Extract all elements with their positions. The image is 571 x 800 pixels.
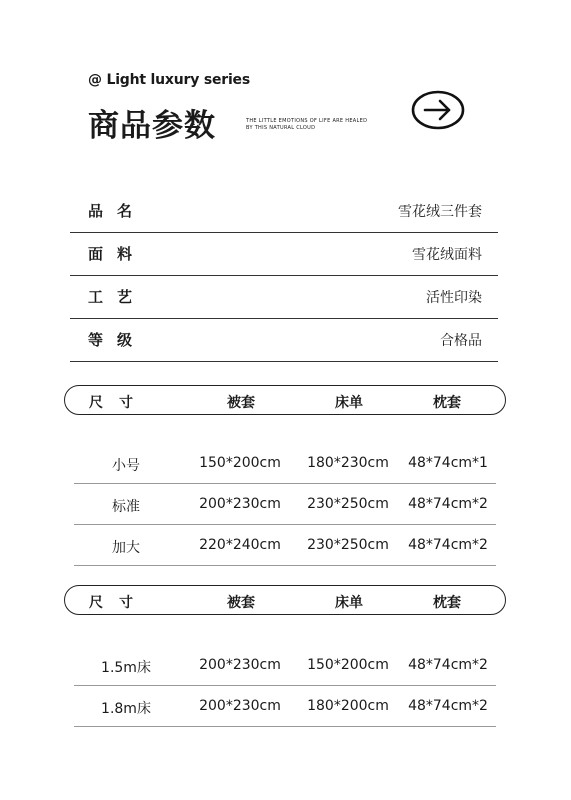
cell-pillowcase: 48*74cm*1 xyxy=(408,455,488,471)
param-value: 合格品 xyxy=(440,333,482,349)
param-row xyxy=(70,319,498,362)
cell-pillowcase: 48*74cm*2 xyxy=(408,698,488,714)
param-label: 品名 xyxy=(88,202,147,220)
header-pillowcase: 枕套 xyxy=(433,395,461,411)
tagline xyxy=(246,118,367,132)
product-params xyxy=(70,190,498,362)
size-table-1 xyxy=(64,385,506,566)
param-label: 等级 xyxy=(88,331,147,349)
cell-pillowcase: 48*74cm*2 xyxy=(408,496,488,512)
cell-sheet: 180*230cm xyxy=(307,455,389,471)
cell-duvet: 200*230cm xyxy=(199,496,281,512)
size-table-header xyxy=(64,585,506,615)
param-row xyxy=(70,190,498,233)
param-row xyxy=(70,233,498,276)
header-pillowcase: 枕套 xyxy=(433,595,461,611)
cell-size: 1.5m床 xyxy=(101,660,151,676)
header-size: 尺寸 xyxy=(89,595,149,611)
series-label: @ Light luxury series xyxy=(88,72,250,88)
header-sheet: 床单 xyxy=(335,395,363,411)
cell-duvet: 200*230cm xyxy=(199,698,281,714)
param-label: 面料 xyxy=(88,245,147,263)
cell-sheet: 230*250cm xyxy=(307,496,389,512)
table-row xyxy=(74,686,496,727)
header-size: 尺寸 xyxy=(89,395,149,411)
header-duvet: 被套 xyxy=(227,395,255,411)
param-value: 活性印染 xyxy=(426,290,482,306)
header-sheet: 床单 xyxy=(335,595,363,611)
param-label: 工艺 xyxy=(88,288,147,306)
header-duvet: 被套 xyxy=(227,595,255,611)
cell-duvet: 220*240cm xyxy=(199,537,281,553)
param-value: 雪花绒面料 xyxy=(412,247,482,263)
cell-sheet: 180*200cm xyxy=(307,698,389,714)
cell-size: 1.8m床 xyxy=(101,701,151,717)
table-row xyxy=(74,525,496,566)
cell-sheet: 150*200cm xyxy=(307,657,389,673)
cell-pillowcase: 48*74cm*2 xyxy=(408,657,488,673)
page-title: 商品参数 xyxy=(88,108,216,144)
cell-pillowcase: 48*74cm*2 xyxy=(408,537,488,553)
cell-size: 小号 xyxy=(112,458,140,474)
table-row xyxy=(74,645,496,686)
table-row xyxy=(74,443,496,484)
cell-duvet: 200*230cm xyxy=(199,657,281,673)
param-value: 雪花绒三件套 xyxy=(398,204,482,220)
tagline-line-1: THE LITTLE EMOTIONS OF LIFE ARE HEALED xyxy=(246,118,368,124)
tagline-line-2: BY THIS NATURAL CLOUD xyxy=(246,125,316,131)
cell-duvet: 150*200cm xyxy=(199,455,281,471)
size-table-header xyxy=(64,385,506,415)
cell-size: 标准 xyxy=(112,499,140,515)
size-table-2 xyxy=(64,585,506,727)
table-row xyxy=(74,484,496,525)
cell-sheet: 230*250cm xyxy=(307,537,389,553)
cell-size: 加大 xyxy=(112,540,140,556)
param-row xyxy=(70,276,498,319)
arrow-right-circle-icon[interactable] xyxy=(411,90,465,130)
